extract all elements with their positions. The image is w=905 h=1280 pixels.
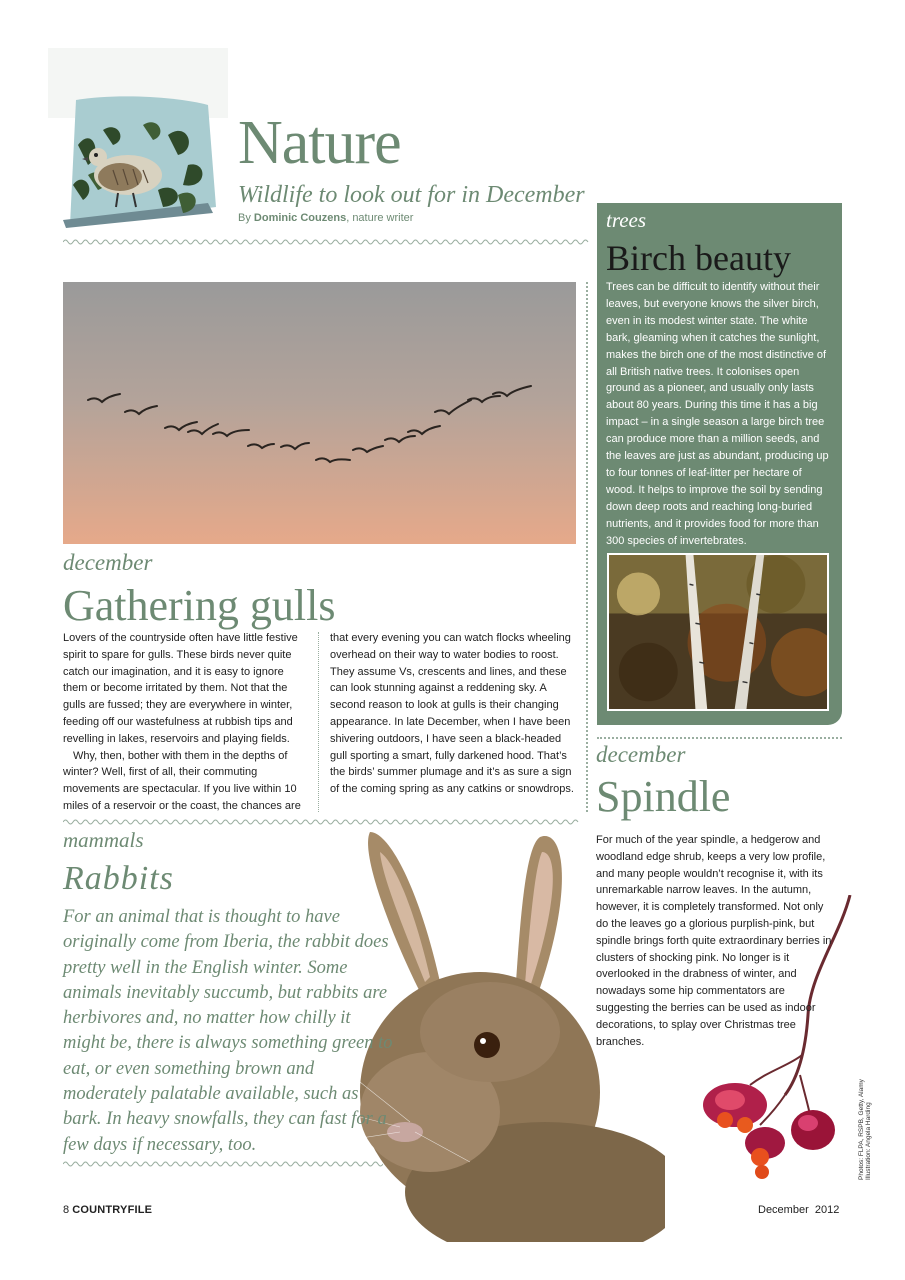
spindle-body: For much of the year spindle, a hedgerow and woodland edge shrub, keeps a very low profile, and many people wouldn’t recognise it, with its unremarkable narrow leaves. In the autumn, however, it is completely transformed. Not only do the leaves go a glorious purplish-pink, but spindle brings forth quite extraordinary berries in clusters of shocking pink. No longer is it overlooked in the drabness of winter, and nowadays some hip commentators are suggesting the berries can be used as indoor decorations, to splay over Christmas tree branches. <box>596 834 832 1048</box>
trees-kicker: trees <box>606 208 647 232</box>
rabbits-wavy-rule <box>63 1160 383 1168</box>
gulls-paragraph-2: Why, then, bother with them in the depths of winter? Well, first of all, their commuting movements are spectacular. If you live within 10 miles of a reservoir or the coast, the chances are <box>63 749 301 812</box>
gulls-wavy-rule <box>63 818 585 826</box>
spindle-headline: Spindle <box>596 772 731 821</box>
partridge-illustration <box>58 95 218 230</box>
birch-photo <box>607 553 829 711</box>
gulls-paragraph-1: Lovers of the countryside often have little festive spirit to spare for gulls. These birds never quite catch our imagination, and it is easy to ignore them or become irritated by them. Not that the gulls are fussed; they are everywhere in winter, feeding off our wastefulness at rubbish tips and revelling in lakes, reservoirs and playing fields. <box>63 632 298 745</box>
footer-left <box>63 1204 152 1216</box>
trees-headline: Birch beauty <box>606 238 791 278</box>
gulls-headline: Gathering gulls <box>63 581 336 630</box>
spindle-kicker: december <box>596 742 686 767</box>
magazine-name: COUNTRYFILE <box>72 1204 153 1216</box>
gulls-column-divider <box>318 632 319 812</box>
rabbits-kicker: mammals <box>63 828 144 852</box>
geese-photo <box>63 282 576 544</box>
photo-credits <box>858 1079 905 1180</box>
trees-body: Trees can be difficult to identify without their leaves, but everyone knows the silver birch, even in its modest winter state. The white bark, gleaming when it catches the sunlight, makes the birch one of the most distinctive of all British native trees. It colonises open ground as a pioneer, and usually only lasts about 80 years. During this time it has a big impact – in a single season a large birch tree can produce more than a million seeds, and the leaves are just as abundant, producing up to four tonnes of leaf-litter per hectare of wood. It helps to improve the soil by sending down deep roots and reaching long-buried nutrients, and it provides food for more than 300 species of invertebrates. <box>606 281 829 547</box>
byline-prefix: By <box>238 212 254 224</box>
header-wavy-rule <box>63 238 593 246</box>
byline-suffix: , nature writer <box>346 212 414 224</box>
column-divider <box>586 282 588 812</box>
gulls-column-1 <box>63 630 308 815</box>
byline <box>238 212 413 224</box>
credits-illustration: Illustration: Angela Harding <box>865 1102 872 1180</box>
credits-photos: Photos: FLPA, RSPB, Getty, Alamy <box>858 1079 865 1180</box>
page-subtitle: Wildlife to look out for in December <box>238 182 585 208</box>
page-title: Nature <box>238 109 401 177</box>
rabbits-lead-text: For an animal that is thought to have originally come from Iberia, the rabbit does pretty well in the English winter. Some animals inevitably succumb, but rabbits are herbivores and, no matter how chilly it might be, there is always something green to eat, or even something brown and moderately palatable available, such as bark. In heavy snowfalls, they can fast for a few days if necessary, too. <box>63 907 393 1155</box>
page-number: 8 <box>63 1204 70 1216</box>
spindle-top-rule <box>597 737 842 739</box>
gulls-kicker: december <box>63 550 153 575</box>
issue-date: December 2012 <box>758 1204 840 1216</box>
gulls-column-2: that every evening you can watch flocks wheeling overhead on their way to water bodies to roost. They assume Vs, crescents and lines, and these can look stunning against a reddening sky. A second reason to look at gulls is their changing appearance. In late December, when I have been shivering outdoors, I have seen a black-headed gull sporting a smart, fully darkened hood. That’s the birds’ summer plumage and it’s as sure a sign of the coming spring as any catkins or snowdrops. <box>330 632 574 796</box>
byline-author: Dominic Couzens <box>253 212 347 224</box>
trees-sidebar <box>597 203 842 725</box>
rabbits-headline: Rabbits <box>63 860 174 897</box>
